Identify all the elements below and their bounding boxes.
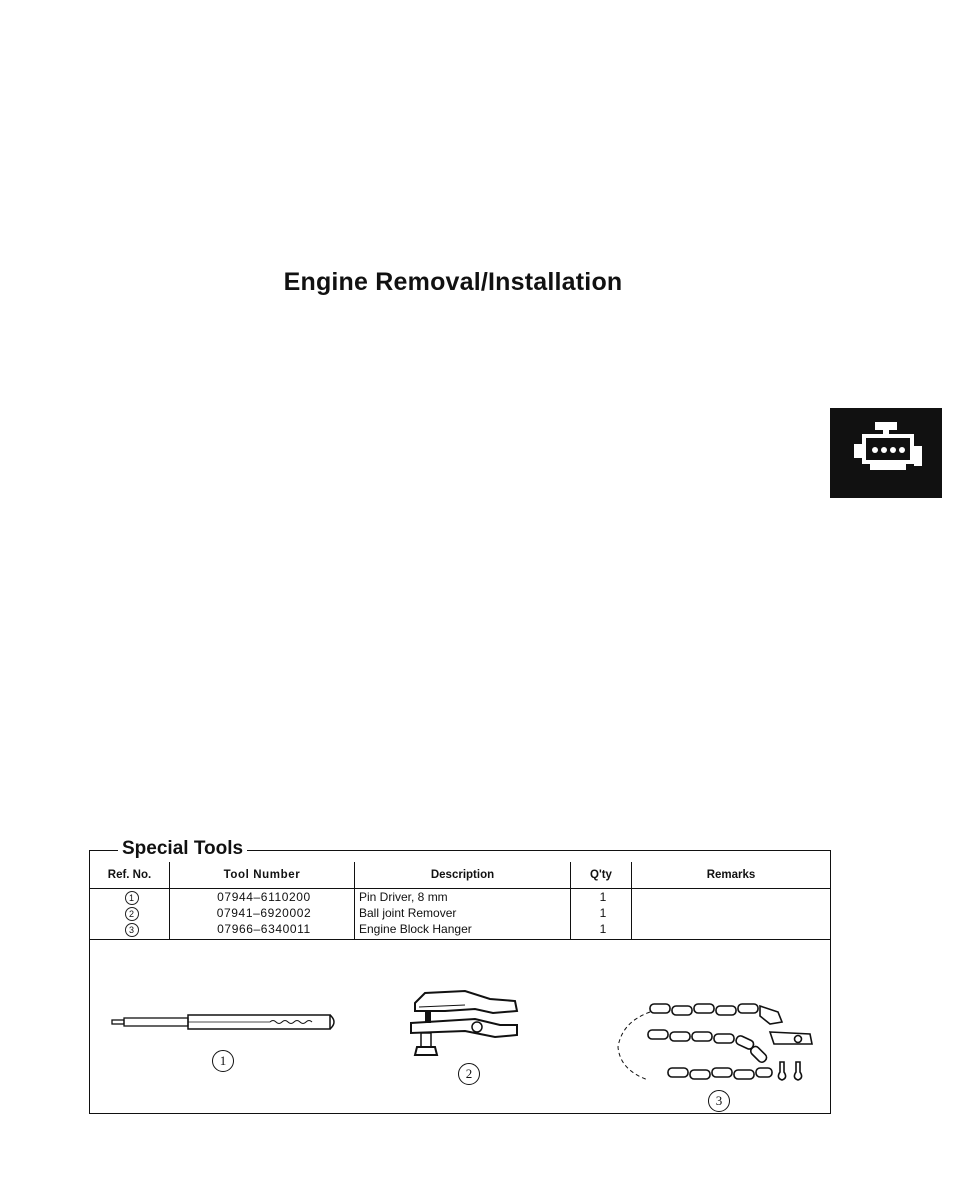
illustration-label-3: 3 xyxy=(708,1090,730,1112)
engine-hanger-chain-icon xyxy=(610,992,825,1092)
ref-number: 1 xyxy=(125,891,139,905)
remarks-cell xyxy=(632,889,831,906)
special-tools-table xyxy=(90,862,830,940)
table-row xyxy=(90,921,830,940)
pin-driver-icon xyxy=(110,1010,340,1040)
qty-cell: 1 xyxy=(571,921,632,940)
illustration-label-2: 2 xyxy=(458,1063,480,1085)
qty-cell: 1 xyxy=(571,889,632,906)
ref-cell xyxy=(90,889,170,906)
ref-cell xyxy=(90,905,170,921)
ball-joint-remover-icon xyxy=(405,985,525,1060)
col-description: Description xyxy=(355,862,571,889)
col-qty: Q'ty xyxy=(571,862,632,889)
col-remarks: Remarks xyxy=(632,862,831,889)
description-cell: Pin Driver, 8 mm xyxy=(355,889,571,906)
special-tools-heading: Special Tools xyxy=(118,838,247,860)
tool-number-cell: 07944–6110200 xyxy=(170,889,355,906)
remarks-cell xyxy=(632,921,831,940)
description-cell: Engine Block Hanger xyxy=(355,921,571,940)
ref-number: 3 xyxy=(125,923,139,937)
heading-rule xyxy=(89,850,119,851)
ref-cell xyxy=(90,921,170,940)
ref-number: 2 xyxy=(125,907,139,921)
description-cell: Ball joint Remover xyxy=(355,905,571,921)
table-row xyxy=(90,905,830,921)
qty-cell: 1 xyxy=(571,905,632,921)
tool-number-cell: 07966–6340011 xyxy=(170,921,355,940)
remarks-cell xyxy=(632,905,831,921)
col-tool-number: Tool Number xyxy=(170,862,355,889)
col-ref-no: Ref. No. xyxy=(90,862,170,889)
page-title: Engine Removal/Installation xyxy=(283,268,623,296)
engine-icon xyxy=(830,408,942,498)
tool-number-cell: 07941–6920002 xyxy=(170,905,355,921)
section-tab xyxy=(830,408,942,498)
illustration-label-1: 1 xyxy=(212,1050,234,1072)
table-header-row xyxy=(90,862,830,889)
table-row xyxy=(90,889,830,906)
